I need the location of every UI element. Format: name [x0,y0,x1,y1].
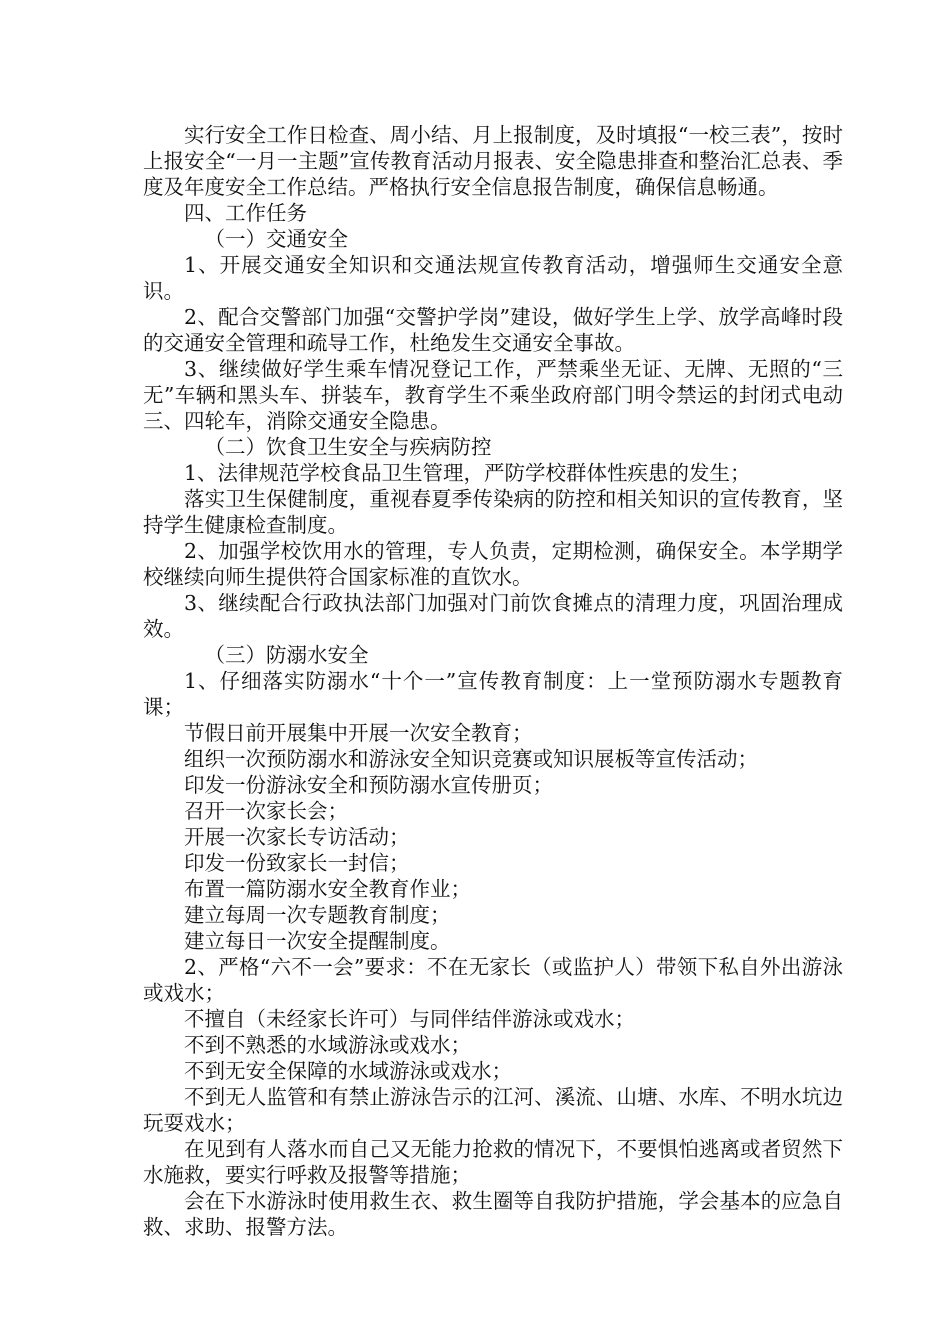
list-item: 召开一次家长会； [184,799,348,823]
subheading-traffic-safety: （一）交通安全 [204,227,348,251]
paragraph-food-1: 1、法律规范学校食品卫生管理，严防学校群体性疾患的发生； [184,461,751,485]
list-item: 不到无安全保障的水域游泳或戏水； [184,1059,512,1083]
list-item: 不到不熟悉的水域游泳或戏水； [184,1033,471,1057]
list-item: 组织一次预防溺水和游泳安全知识竞赛或知识展板等宣传活动； [184,747,758,771]
paragraph-drowning-2: 2、严格“六不一会”要求：不在无家长（或监护人）带领下私自外出游泳或戏水； [143,955,843,1005]
list-item: 印发一份致家长一封信； [184,851,410,875]
paragraph-safety-reporting: 实行安全工作日检查、周小结、月上报制度，及时填报“一校三表”，按时上报安全“一月一主题”宣传教育活动月报表、安全隐患排查和整治汇总表、季度及年度安全工作总结。严格执行安全信息报告制度，确保信息畅通。 [143,123,843,199]
list-item: 在见到有人落水而自己又无能力抢救的情况下，不要惧怕逃离或者贸然下水施救，要实行呼救及报警等措施； [143,1137,843,1187]
paragraph-food-2: 2、加强学校饮用水的管理，专人负责，定期检测，确保安全。本学期学校继续向师生提供符合国家标准的直饮水。 [143,539,843,589]
subheading-food-safety: （二）饮食卫生安全与疾病防控 [204,435,492,459]
document-body [143,122,843,1240]
list-item: 不擅自（未经家长许可）与同伴结伴游泳或戏水； [184,1007,635,1031]
list-item: 建立每周一次专题教育制度； [184,903,451,927]
paragraph-traffic-1: 1、开展交通安全知识和交通法规宣传教育活动，增强师生交通安全意识。 [143,253,843,303]
list-item: 建立每日一次安全提醒制度。 [184,929,451,953]
section-heading-work-tasks: 四、工作任务 [184,201,307,225]
list-item: 印发一份游泳安全和预防溺水宣传册页； [184,773,553,797]
list-item: 布置一篇防溺水安全教育作业； [184,877,471,901]
list-item: 节假日前开展集中开展一次安全教育； [184,721,533,745]
paragraph-traffic-2: 2、配合交警部门加强“交警护学岗”建设，做好学生上学、放学高峰时段的交通安全管理和疏导工作，杜绝发生交通安全事故。 [143,305,843,355]
list-item: 不到无人监管和有禁止游泳告示的江河、溪流、山塘、水库、不明水坑边玩耍戏水； [143,1085,843,1135]
paragraph-drowning-1: 1、仔细落实防溺水“十个一”宣传教育制度：上一堂预防溺水专题教育课； [143,669,843,719]
subheading-drowning-prevention: （三）防溺水安全 [204,643,369,667]
paragraph-food-health: 落实卫生保健制度，重视春夏季传染病的防控和相关知识的宣传教育，坚持学生健康检查制度。 [143,487,843,537]
paragraph-traffic-3: 3、继续做好学生乘车情况登记工作，严禁乘坐无证、无牌、无照的“三无”车辆和黑头车、拼装车，教育学生不乘坐政府部门明令禁运的封闭式电动三、四轮车，消除交通安全隐患。 [143,357,843,433]
paragraph-food-3: 3、继续配合行政执法部门加强对门前饮食摊点的清理力度，巩固治理成效。 [143,591,843,641]
list-item: 会在下水游泳时使用救生衣、救生圈等自我防护措施，学会基本的应急自救、求助、报警方法。 [143,1189,843,1239]
list-item: 开展一次家长专访活动； [184,825,410,849]
